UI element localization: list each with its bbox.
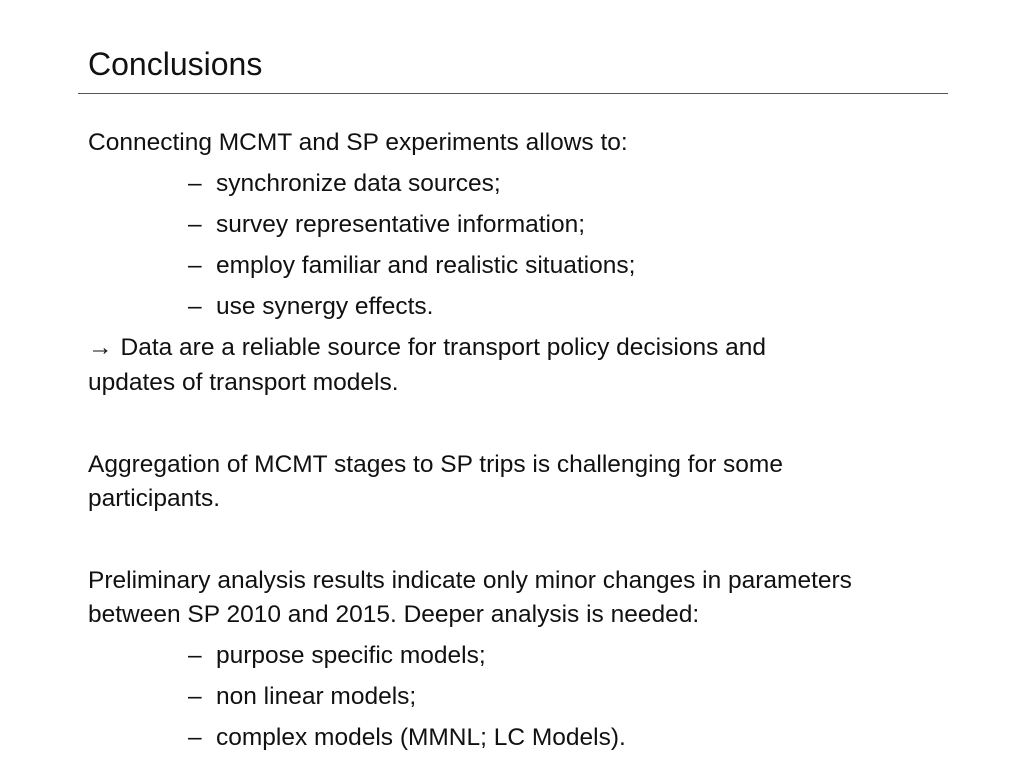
bullet-text: use synergy effects. [216,293,434,320]
section3-bullet [188,639,486,673]
bullet-text: purpose specific models; [216,642,486,669]
section1-bullet [188,290,433,324]
bullet-text: complex models (MMNL; LC Models). [216,724,626,751]
dash-bullet-icon: – [188,170,202,197]
section3-bullet [188,721,626,755]
section3-bullet [188,680,416,714]
section1-result-line1 [88,331,766,365]
section2-line1: Aggregation of MCMT stages to SP trips is challenging for some [88,451,783,478]
section2-line2: participants. [88,485,221,512]
bullet-text: non linear models; [216,683,417,710]
dash-bullet-icon: – [188,252,202,279]
dash-bullet-icon: – [188,293,202,320]
bullet-text: survey representative information; [216,211,586,238]
slide-title: Conclusions [88,46,263,82]
section1-intro: Connecting MCMT and SP experiments allows to: [88,129,628,156]
section1-bullet [188,249,635,283]
dash-bullet-icon: – [188,724,202,751]
section1-bullet [188,167,501,201]
bullet-text: employ familiar and realistic situations; [216,252,636,279]
section1-result-line2: updates of transport models. [88,369,399,396]
dash-bullet-icon: – [188,683,202,710]
right-arrow-icon: → [88,334,113,361]
bullet-text: synchronize data sources; [216,170,501,197]
section3-line1: Preliminary analysis results indicate only minor changes in parameters [88,567,852,594]
dash-bullet-icon: – [188,211,202,238]
dash-bullet-icon: – [188,642,202,669]
result-text: Data are a reliable source for transport policy decisions and [120,334,767,361]
section1-bullet [188,208,585,242]
section3-line2: between SP 2010 and 2015. Deeper analysis is needed: [88,601,700,628]
title-divider [78,93,948,94]
